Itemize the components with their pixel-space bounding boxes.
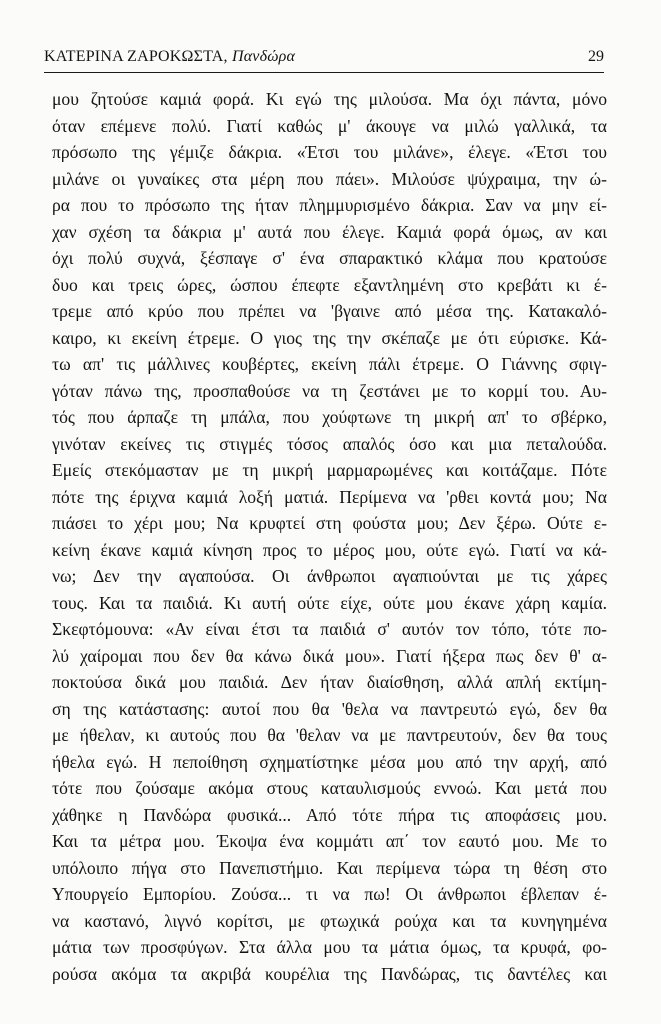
text-line: καιρο, κι εκείνη έτρεμε. Ο γιος της την σκέπαζε με ότι εύρισκε. Κά- xyxy=(52,327,607,348)
text-line: χαν σχέση τα δάκρια μ' αυτά που έλεγε. Καμιά φορά όμως, αν και xyxy=(52,221,607,242)
text-line: λύ χαίρομαι που δεν θα κάνω δικά μου». Γιατί ήξερα πως δεν θ' α- xyxy=(52,645,607,666)
text-line: να καστανό, λιγνό κορίτσι, με φτωχικά ρούχα και τα κυνηγημένα xyxy=(52,910,607,931)
text-line: τους. Και τα παιδιά. Κι αυτή ούτε είχε, ούτε μου έκανε χάρη καμία. xyxy=(52,592,607,613)
text-line: τρεμε από κρύο που πρέπει να 'βγαινε από μέσα της. Κατακαλό- xyxy=(52,301,607,321)
header-author: ΚΑΤΕΡΙΝΑ ΖΑΡΟΚΩΣΤΑ, xyxy=(44,48,228,65)
running-header xyxy=(44,46,604,73)
header-book-title: Πανδώρα xyxy=(231,48,296,65)
text-line: κείνη έκανε καμιά κίνηση προς το μέρος μου, ούτε εγώ. Γιατί να κά- xyxy=(52,539,607,560)
text-line: τός που άρπαζε τη μπάλα, που χούφτωνε τη μικρή απ' το σβέρκο, xyxy=(52,407,607,427)
text-line: πότε της έριχνα καμιά λοξή ματιά. Περίμενα να 'ρθει κοντά μου; Να xyxy=(52,486,607,507)
header-author-title xyxy=(44,48,295,66)
text-line: μιλάνε οι γυναίκες στα μέρη που πάει». Μιλούσε ψύχραιμα, την ώ- xyxy=(52,168,607,189)
text-line: μάτια των προσφύγων. Στα άλλα μου τα μάτια όμως, τα κρυφά, φο- xyxy=(52,937,607,957)
text-line: δυο και τρεις ώρες, ώσπου έπεφτε εξαντλημένη στο κρεβάτι κι έ- xyxy=(52,274,607,295)
text-line: ποκτούσα δικά μου παιδιά. Δεν ήταν διαίσθηση, αλλά απλή εκτίμη- xyxy=(52,672,607,692)
text-line: πρόσωπο της γέμιζε δάκρια. «Έτσι του μιλάνε», έλεγε. «Έτσι του xyxy=(52,142,607,162)
text-line: γόταν πάνω της, προσπαθούσε να τη ζεστάνει με το κορμί του. Αυ- xyxy=(52,380,607,401)
text-line: μου ζητούσε καμιά φορά. Κι εγώ της μιλούσα. Μα όχι πάντα, μόνο xyxy=(52,89,607,109)
page-number: 29 xyxy=(588,48,604,65)
text-line: Σκεφτόμουνα: «Αν είναι έτσι τα παιδιά σ' αυτόν τον τόπο, τότε πο- xyxy=(52,619,607,639)
text-line: χάθηκε η Πανδώρα φυσικά... Από τότε πήρα τις αποφάσεις μου. xyxy=(52,804,607,825)
text-line: υπόλοιπο πήγα στο Πανεπιστήμιο. Και περίμενα τώρα τη θέση στο xyxy=(52,857,607,878)
text-line: γινόταν εκείνες τις στιγμές τόσος απαλός όσο και μια πεταλούδα. xyxy=(52,433,607,454)
text-line: τω απ' τις μάλλινες κουβέρτες, εκείνη πάλι έτρεμε. Ο Γιάννης σφιγ- xyxy=(52,354,607,374)
text-line: ρούσα ακόμα τα ακριβά κουρέλια της Πανδώρας, τις δαντέλες και xyxy=(52,963,607,984)
text-line: Υπουργείο Εμπορίου. Ζούσα... τι να πω! Οι άνθρωποι έβλεπαν έ- xyxy=(52,884,607,904)
text-line: πιάσει το χέρι μου; Να κρυφτεί στη φούστα μου; Δεν ξέρω. Ούτε ε- xyxy=(52,513,607,533)
text-line: ση της κατάστασης: αυτοί που θα 'θελα να παντρευτώ εγώ, δεν θα xyxy=(52,698,607,719)
text-line: Εμείς στεκόμασταν με τη μικρή μαρμαρωμένες και κοιτάζαμε. Πότε xyxy=(52,460,607,480)
text-line: με ήθελαν, κι αυτούς που θα 'θελαν να με παντρευτούν, δεν θα τους xyxy=(52,725,607,745)
text-line: όταν επέμενε πολύ. Γιατί καθώς μ' άκουγε να μιλώ γαλλικά, τα xyxy=(52,115,607,136)
text-line: Και τα μέτρα μου. Έκοψα ένα κομμάτι απ΄ τον εαυτό μου. Με το xyxy=(52,831,607,851)
text-line: τότε που ζούσαμε ακόμα στους καταυλισμούς εννοώ. Και μετά που xyxy=(52,778,607,798)
text-line: όχι πολύ συχνά, ξέσπαγε σ' ένα σπαρακτικό κλάμα που κρατούσε xyxy=(52,248,607,268)
body-text xyxy=(52,86,607,987)
text-line: νω; Δεν την αγαπούσα. Οι άνθρωποι αγαπιούνται με τις χάρες xyxy=(52,566,607,586)
text-line: ήθελα εγώ. Η πεποίθηση σχηματίστηκε μέσα μου από την αρχή, από xyxy=(52,751,607,772)
text-line: ρα που το πρόσωπο της ήταν πλημμυρισμένο δάκρια. Σαν να μην εί- xyxy=(52,195,607,215)
